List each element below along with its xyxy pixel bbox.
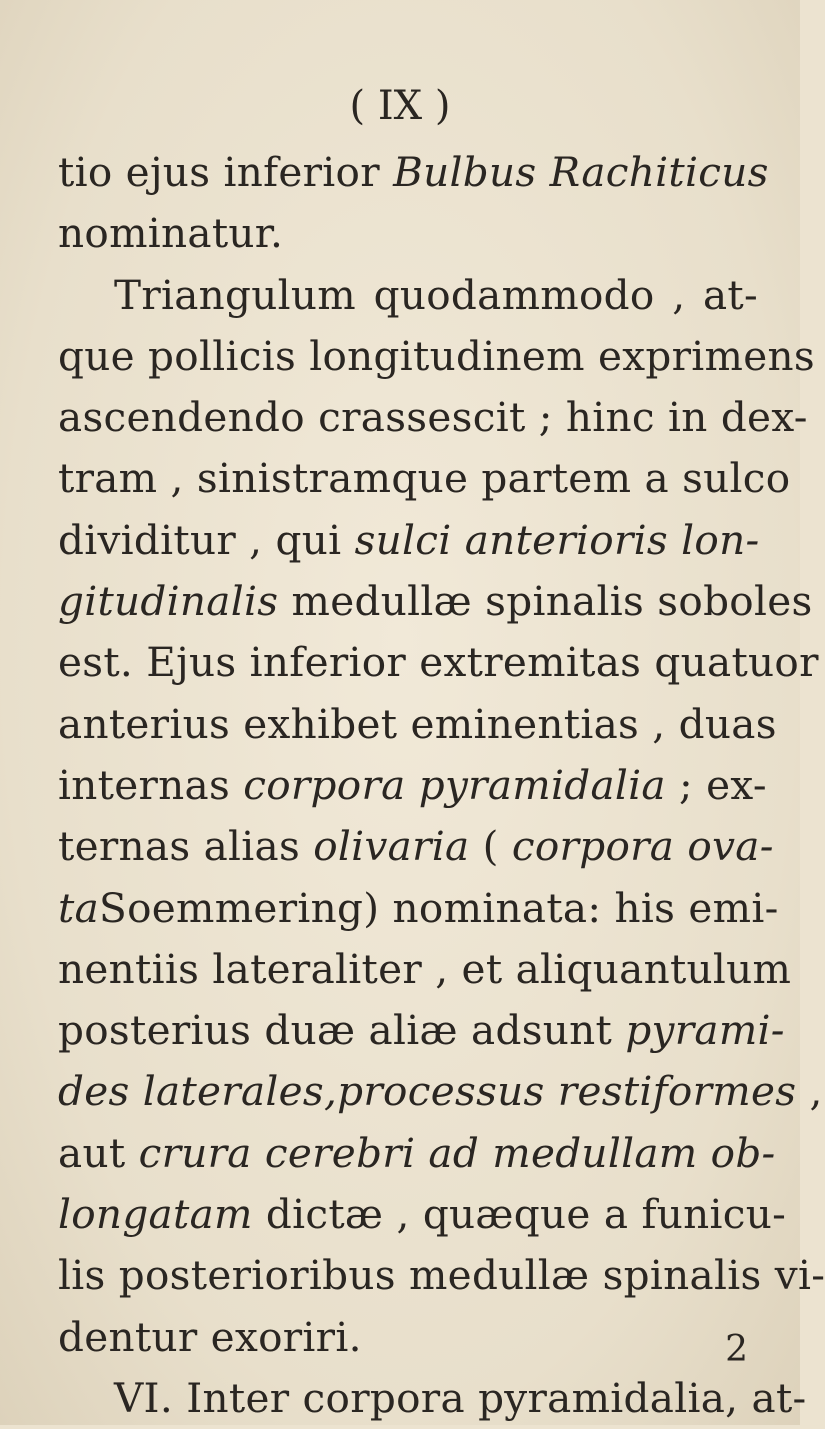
text-run: anterius exhibet eminentias , duas [58, 699, 777, 748]
text-run: Triangulum quodammodo , at- [114, 270, 758, 319]
text-run: posterius duæ aliæ adsunt [58, 1006, 626, 1055]
text-run: nominatur. [58, 209, 284, 258]
text-run: dividitur , qui [58, 515, 355, 564]
text-line [58, 939, 792, 1000]
text-line [58, 1368, 807, 1429]
text-run: medullæ spinalis soboles [278, 577, 813, 626]
text-line [58, 816, 774, 877]
italic-term: crura cerebri ad medullam ob- [138, 1128, 776, 1177]
text-line [58, 142, 769, 203]
text-line [58, 632, 819, 693]
text-run: Soemmering) nominata: his emi- [99, 883, 779, 932]
italic-term: olivaria [313, 822, 470, 871]
text-line [58, 1123, 776, 1184]
text-line [58, 755, 767, 816]
italic-term: corpora ova- [511, 822, 774, 871]
italic-term: Bulbus Rachiticus [393, 148, 769, 196]
italic-term: longatam [58, 1190, 253, 1239]
text-line [58, 510, 758, 571]
text-line [58, 1184, 787, 1245]
text-run: internas [58, 760, 244, 809]
text-run: aut [58, 1128, 139, 1177]
text-run: , [796, 1067, 823, 1116]
italic-term: corpora pyramidalia [243, 760, 666, 809]
text-line [58, 571, 813, 632]
italic-term: sulci anterioris lon- [354, 515, 760, 564]
text-run: ascendendo crassescit ; hinc in dex- [58, 393, 808, 442]
text-run: ( [469, 822, 512, 871]
text-line [58, 878, 779, 939]
text-line [58, 1000, 785, 1061]
italic-term: ta [58, 883, 100, 932]
italic-term: pyrami- [625, 1006, 785, 1055]
text-run: ternas alias [58, 822, 314, 871]
text-run: que pollicis longitudinem exprimens [58, 331, 815, 380]
text-line [58, 1061, 823, 1122]
text-run: ; ex- [665, 760, 767, 809]
text-run: tram , sinistramque partem a sulco [58, 454, 791, 503]
text-line [58, 1245, 825, 1306]
italic-term: des laterales,processus restiformes [58, 1067, 797, 1116]
text-run: est. Ejus inferior extremitas quatuor [58, 638, 819, 687]
text-line [58, 265, 758, 326]
text-line [58, 387, 808, 448]
text-run: nentiis lateraliter , et aliquantulum [58, 944, 792, 993]
text-line [58, 1307, 758, 1368]
text-line [58, 326, 815, 387]
signature-mark: 2 [725, 1329, 748, 1370]
text-run: lis posterioribus medullæ spinalis vi- [58, 1251, 825, 1300]
text-run: dictæ , quæque a funicu- [252, 1190, 787, 1239]
text-line [58, 448, 791, 509]
italic-term: gitudinalis [58, 577, 279, 626]
text-line [58, 694, 777, 755]
text-run: tio ejus inferior [58, 148, 394, 196]
text-line [58, 203, 758, 264]
text-run: dentur exoriri. [58, 1312, 362, 1361]
text-run: VI. Inter corpora pyramidalia, at- [114, 1373, 807, 1422]
body-text [58, 142, 825, 1429]
page-number: ( IX ) [349, 83, 451, 129]
